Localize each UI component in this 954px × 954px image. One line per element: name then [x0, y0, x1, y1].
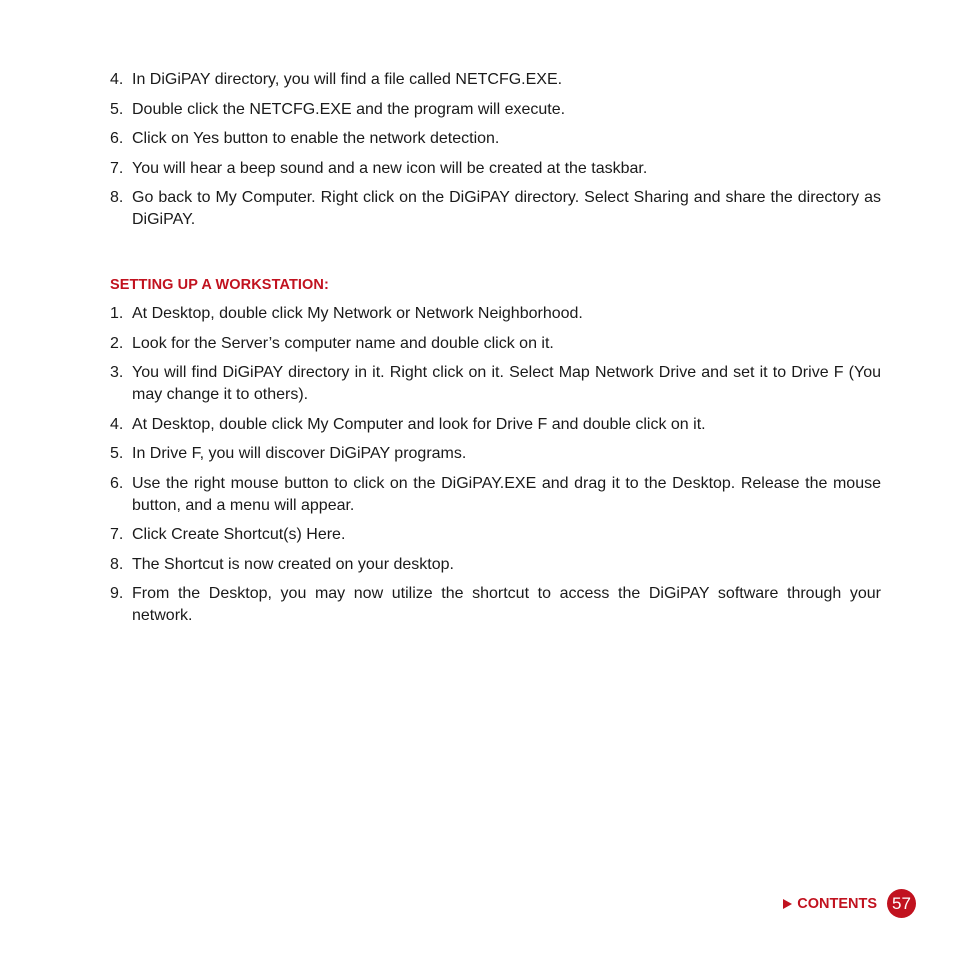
page-number-badge: 57 [887, 889, 916, 918]
list-item [110, 187, 881, 231]
step-text: Look for the Server’s computer name and double click on it. [132, 334, 554, 352]
list-item [110, 158, 881, 180]
list-item [110, 128, 881, 150]
step-number: 7. [110, 159, 124, 177]
step-text: Click on Yes button to enable the network detection. [132, 130, 500, 147]
step-text: From the Desktop, you may now utilize the shortcut to access the DiGiPAY software through your network. [132, 585, 881, 624]
page-footer [783, 889, 916, 918]
step-number: 8. [110, 555, 124, 573]
contents-label: CONTENTS [797, 895, 877, 912]
section-heading: SETTING UP A WORKSTATION: [110, 277, 329, 293]
step-text: Click Create Shortcut(s) Here. [132, 526, 346, 543]
step-text: Double click the NETCFG.EXE and the program will execute. [132, 100, 566, 118]
step-number: 8. [110, 189, 124, 206]
triangle-right-icon [783, 899, 792, 909]
step-number: 5. [110, 445, 124, 462]
list-item [110, 524, 881, 546]
contents-link[interactable] [783, 896, 877, 912]
list-item [110, 554, 881, 576]
step-text: At Desktop, double click My Computer and look for Drive F and double click on it. [132, 415, 706, 433]
step-text: Go back to My Computer. Right click on the DiGiPAY directory. Select Sharing and share the directory as DiGiPAY. [132, 189, 881, 228]
list-item [110, 99, 881, 121]
step-number: 9. [110, 585, 124, 602]
list-item [110, 414, 881, 436]
step-text: At Desktop, double click My Network or Network Neighborhood. [132, 305, 583, 322]
step-text: You will find DiGiPAY directory in it. Right click on it. Select Map Network Drive and set it to Drive F (You may change it to others). [132, 364, 881, 403]
step-number: 2. [110, 334, 124, 352]
list-item [110, 303, 881, 325]
step-number: 4. [110, 71, 124, 88]
list-item [110, 473, 881, 517]
step-number: 5. [110, 100, 124, 118]
step-text: In DiGiPAY directory, you will find a file called NETCFG.EXE. [132, 71, 563, 88]
step-text: In Drive F, you will discover DiGiPAY programs. [132, 445, 467, 462]
list-item [110, 69, 881, 91]
step-number: 6. [110, 474, 124, 492]
list-item [110, 443, 881, 465]
step-text: You will hear a beep sound and a new icon will be created at the taskbar. [132, 159, 648, 177]
list-item [110, 333, 881, 355]
step-number: 6. [110, 130, 124, 147]
list-item [110, 583, 881, 627]
list-item [110, 362, 881, 406]
step-number: 4. [110, 415, 124, 433]
workstation-steps-list [110, 303, 881, 635]
step-number: 3. [110, 364, 124, 381]
step-number: 1. [110, 305, 124, 322]
step-text: Use the right mouse button to click on the DiGiPAY.EXE and drag it to the Desktop. Release the mouse button, and a menu will appear. [132, 474, 881, 514]
server-steps-list [110, 69, 881, 239]
step-number: 7. [110, 526, 124, 543]
step-text: The Shortcut is now created on your desktop. [132, 555, 454, 573]
